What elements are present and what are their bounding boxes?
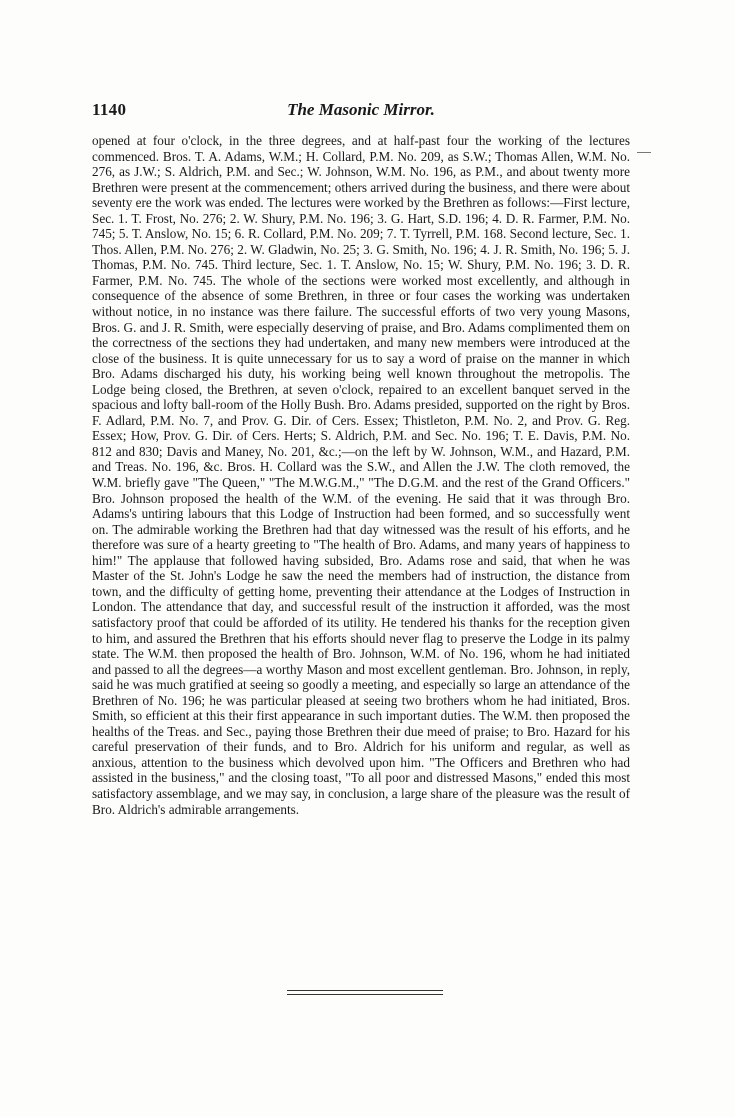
margin-mark — [637, 152, 651, 153]
article-paragraph: opened at four o'clock, in the three degrees, and at half-past four the working of the lectures commenced. Bros. T. A. Adams, W.M.; H. Collard, P.M. No. 209, as S.W.; Thomas Allen, W.M. No. 276, as J.W.; S. Aldrich, P.M. and Sec.; W. Johnson, W.M. No. 196, as P.M., and about twenty more Brethren were present at the commencement; others arrived during the business, and there were about seventy ere the work was ended. The lectures were worked by the Brethren as follows:—First lecture, Sec. 1. T. Frost, No. 276; 2. W. Shury, P.M. No. 196; 3. G. Hart, S.D. 196; 4. D. R. Farmer, P.M. No. 745; 5. T. Anslow, No. 15; 6. R. Collard, P.M. No. 209; 7. T. Tyrrell, P.M. 168. Second lecture, Sec. 1. Thos. Allen, P.M. No. 276; 2. W. Gladwin, No. 25; 3. G. Smith, No. 196; 4. J. R. Smith, No. 196; 5. J. Thomas, P.M. No. 745. Third lecture, Sec. 1. T. Anslow, No. 15; W. Shury, P.M. No. 196; 3. D. R. Farmer, P.M. No. 745. The whole of the sections were worked most excellently, and although in consequence of the absence of some Brethren, in three or four cases the working was undertaken without notice, in no instance was there failure. The successful efforts of two very young Masons, Bros. G. and J. R. Smith, were especially deserving of praise, and Bro. Adams complimented them on the correctness of the sections they had undertaken, and many new members were introduced at the close of the business. It is quite unnecessary for us to say a word of praise on the manner in which Bro. Adams discharged his duty, his working being well known throughout the metropolis. The Lodge being closed, the Brethren, at seven o'clock, repaired to an excellent banquet served in the spacious and lofty ball-room of the Holly Bush. Bro. Adams presided, supported on the right by Bros. F. Adlard, P.M. No. 7, and Prov. G. Dir. of Cers. Essex; Thistleton, P.M. No. 2, and Prov. G. Reg. Essex; How, Prov. G. Dir. of Cers. Herts; S. Aldrich, P.M. and Sec. No. 196; T. E. Davis, P.M. No. 812 and 830; Davis and Maney, No. 201, &c.;—on the left by W. Johnson, W.M., and Hazard, P.M. and Treas. No. 196, &c. Bros. H. Collard was the S.W., and Allen the J.W. The cloth removed, the W.M. briefly gave "The Queen," "The M.W.G.M.," "The D.G.M. and the rest of the Grand Officers." Bro. Johnson proposed the health of the W.M. of the evening. He said that it was through Bro. Adams's untiring labours that this Lodge of Instruction had been formed, and so successfully went on. The admirable working the Brethren had that day witnessed was the result of his efforts, and he therefore was sure of a hearty greeting to "The health of Bro. Adams, and many years of happiness to him!" The applause that followed having subsided, Bro. Adams rose and said, that when he was Master of the St. John's Lodge he saw the need the members had of instruction, the distance from town, and the difficulty of getting home, preventing their attendance at the Lodges of Instruction in London. The attendance that day, and successful result of the instruction it afforded, was the most satisfactory proof that could be afforded of its utility. He tendered his thanks for the reception given to him, and assured the Brethren that his efforts should never flag to preserve the Lodge in its palmy state. The W.M. then proposed the health of Bro. Johnson, W.M. of No. 196, whom he had initiated and passed to all the degrees—a worthy Mason and most excellent gentleman. Bro. Johnson, in reply, said he was much gratified at seeing so goodly a meeting, and especially so large an attendance of the Brethren of No. 196; he was particular pleased at seeing two brothers whom he had initiated, Bros. Smith, so efficient at this their first appearance in such important duties. The W.M. then proposed the healths of the Treas. and Sec., paying those Brethren their due meed of praise; to Bro. Hazard for his careful preservation of their funds, and to Bro. Aldrich for his uniform and regular, as well as anxious, attention to the business which devolved upon him. "The Officers and Brethren who had assisted in the business," and the closing toast, "To all poor and distressed Masons," ended this most satisfactory assemblage, and we may say, in conclusion, a large share of the pleasure was the result of Bro. Aldrich's admirable arrangements. — [92, 133, 630, 817]
page-header — [92, 100, 630, 124]
end-rule-line — [287, 990, 443, 991]
page-number: 1140 — [92, 100, 127, 119]
running-title: The Masonic Mirror. — [287, 100, 435, 119]
end-rule — [287, 990, 443, 998]
end-rule-line — [287, 994, 443, 995]
article-body — [92, 133, 630, 817]
